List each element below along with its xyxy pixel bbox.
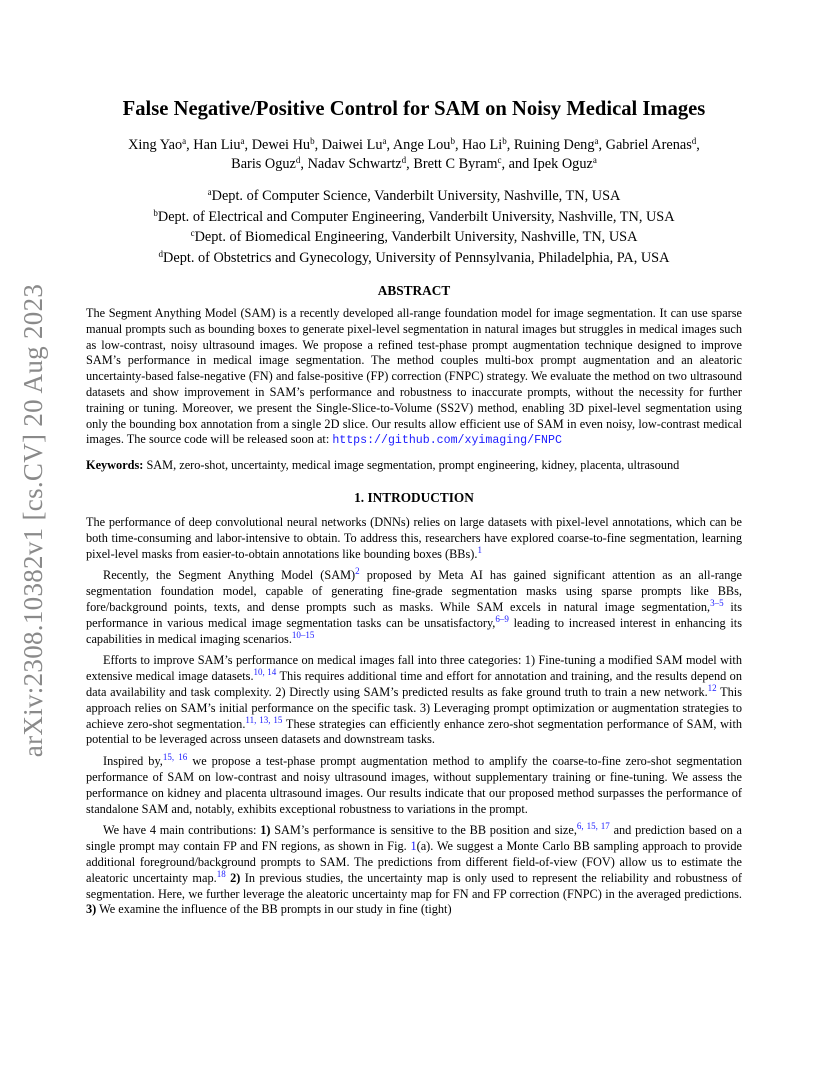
contribution-number: 1)	[260, 823, 271, 838]
author-line-1: Xing Yao$^a$, Han Liu$^a$, Dewei Hu$^b$, Daiwei Lu$^a$, Ange Lou$^b$, Hao Li$^b$, Ruining Deng$^a$, Gabriel Arenas$^d$,	[128, 136, 700, 153]
author-affiliation-mark: a	[182, 136, 187, 146]
paragraph-text: SAM’s performance is sensitive to the BB position and size,	[270, 823, 577, 838]
author-line-2: Baris Oguz$^d$, Nadav Schwartz$^d$, Brett C Byram$^c$, and Ipek Oguz$^a$	[231, 155, 597, 172]
affiliation-list	[86, 186, 742, 268]
intro-paragraph-5	[86, 823, 742, 918]
author-affiliation-mark: b	[502, 136, 507, 146]
figure-reference[interactable]: 1	[410, 839, 417, 854]
author-list	[86, 136, 742, 174]
author-name: Xing Yao	[128, 137, 183, 153]
author-affiliation-mark: a	[240, 136, 245, 146]
author-affiliation-mark: d	[691, 136, 697, 146]
author-name: and Ipek Oguz	[508, 156, 593, 172]
author-affiliation-mark: a	[594, 136, 599, 146]
paragraph-text: (a). We suggest a Monte Carlo BB sampling approach to provide additional foreground/background prompts to SAM. The predictions from different field-of-view (FOV) allow us to estimate the aleatoric uncertainty map.	[86, 839, 742, 885]
citation[interactable]: 15, 16	[162, 752, 188, 763]
affiliation-mark: b	[153, 207, 158, 218]
paragraph-text: its performance in various medical image segmentation tasks can be unsatisfactory,	[86, 599, 742, 630]
paper-title: False Negative/Positive Control for SAM on Noisy Medical Images	[122, 98, 706, 120]
intro-paragraph-2	[86, 568, 742, 647]
citation[interactable]: 6–9	[495, 613, 509, 624]
intro-paragraph-4	[86, 754, 742, 817]
keywords-label: Keywords:	[86, 458, 144, 473]
author-affiliation-mark: b	[450, 136, 455, 146]
author-name: Dewei Hu	[251, 137, 311, 153]
citation[interactable]: 12	[707, 682, 717, 693]
paper-page	[86, 96, 742, 918]
author-name: Baris Oguz	[231, 156, 296, 172]
affiliation-text: Dept. of Obstetrics and Gynecology, University of Pennsylvania, Philadelphia, PA, USA	[163, 249, 670, 266]
author-name: Daiwei Lu	[321, 137, 383, 153]
author-name: Hao Li	[462, 137, 503, 153]
paragraph-text: Inspired by,	[103, 754, 163, 769]
author-affiliation-mark: b	[310, 136, 315, 146]
citation[interactable]: 2	[355, 566, 360, 577]
affiliation-text: Dept. of Computer Science, Vanderbilt University, Nashville, TN, USA	[211, 188, 621, 204]
citation[interactable]: 3–5	[710, 597, 724, 608]
paragraph-text: We have 4 main contributions:	[103, 823, 261, 838]
paragraph-text: We examine the influence of the BB prompts in our study in fine (tight)	[96, 902, 452, 917]
abstract-body	[86, 306, 742, 449]
intro-paragraph-1	[86, 515, 742, 562]
intro-paragraph-3	[86, 653, 742, 748]
affiliation-text: Dept. of Electrical and Computer Engineering, Vanderbilt University, Nashville, TN, USA	[157, 208, 675, 225]
author-affiliation-mark: a	[592, 155, 597, 165]
affiliation	[86, 186, 742, 207]
paragraph-text: These strategies can efficiently enhance zero-shot segmentation performance of SAM, with potential to be leveraged across unseen datasets and downstream tasks.	[86, 716, 743, 747]
citation[interactable]: 11, 13, 15	[245, 714, 283, 725]
section-heading-introduction: 1. INTRODUCTION	[354, 489, 474, 505]
paragraph-text: In previous studies, the uncertainty map is only used to represent the reliability and robustness of segmentation. Here, we further leverage the aleatoric uncertainty map for FN and FP correction (FNPC) in the averaged predictions.	[86, 870, 743, 901]
author-affiliation-mark: c	[497, 155, 502, 165]
contribution-number: 2)	[230, 870, 241, 885]
paragraph-text: Efforts to improve SAM’s performance on medical images fall into three categories: 1) Fine-tuning a modified SAM model with extensive medical image datasets.	[86, 653, 742, 684]
author-affiliation-mark: d	[295, 155, 301, 165]
author-name: Brett C Byram	[413, 156, 498, 172]
affiliation-text: Dept. of Biomedical Engineering, Vanderbilt University, Nashville, TN, USA	[194, 229, 638, 245]
author-name: Nadav Schwartz	[307, 156, 402, 172]
affiliation	[86, 227, 742, 248]
paragraph-text: leading to increased interest in enhancing its capabilities in medical imaging scenarios.	[86, 615, 742, 646]
citation[interactable]: 10, 14	[253, 667, 277, 678]
paragraph-text: proposed by Meta AI has gained significant attention as an all-range segmentation foundation model, capable of generating fine-grade segmentation masks using sparse prompts like BBs, fore/background points, texts, and dense prompts such as masks. While SAM excels in natural image segmentation,	[86, 568, 742, 614]
author-name: Ruining Deng	[513, 137, 595, 153]
affiliation	[86, 207, 742, 228]
paragraph-text: The performance of deep convolutional neural networks (DNNs) relies on large datasets with pixel-level annotations, which can be both time-consuming and labor-intensive to obtain. To address this, researchers have explored coarse-to-fine segmentation, learning pixel-level masks from easier-to-obtain annotations like bounding boxes (BBs).	[86, 514, 742, 561]
affiliation-mark: d	[158, 248, 164, 259]
abstract-heading: ABSTRACT	[377, 283, 451, 298]
arxiv-sidebar	[14, 280, 54, 760]
keywords	[86, 458, 742, 474]
affiliation-mark: a	[207, 187, 212, 197]
paragraph-text: we propose a test-phase prompt augmentation method to amplify the coarse-to-fine zero-shot segmentation performance of SAM on low-contrast and noisy ultrasound images, without supplementary training or fine-tuning. We assess the performance on kidney and placenta ultrasound images. Our results indicate that our proposed method surpasses the performance of standalone SAM and, notably, exhibits exceptional robustness to variations in the prompt.	[86, 754, 742, 816]
affiliation	[86, 248, 742, 269]
contribution-number: 3)	[86, 902, 97, 917]
author-name: Ange Lou	[392, 137, 451, 153]
paragraph-text: This approach relies on SAM’s initial performance on the specific task. 3) Leveraging prompt optimization or augmentation strategies to achieve zero-shot segmentation.	[86, 684, 742, 731]
abstract-text: The Segment Anything Model (SAM) is a recently developed all-range foundation model for image segmentation. It can use sparse manual prompts such as bounding boxes to generate pixel-level segmentation in natural images but struggles in medical images such as low-contrast, noisy ultrasound images. We propose a refined test-phase prompt augmentation technique designed to improve SAM’s performance in medical image segmentation. The method couples multi-box prompt augmentation and an aleatoric uncertainty-based false-negative (FN) and false-positive (FP) correction (FNPC) strategy. We evaluate the method on two ultrasound datasets and show improvement in SAM’s performance and robustness to inaccurate prompts, without the necessity for further training or tuning. Moreover, we present the Single-Slice-to-Volume (SS2V) method, enabling 3D pixel-level segmentation using only the bounding box annotation from a single 2D slice. Our results allow efficient use of SAM in even noisy, low-contrast medical images. The source code will be released soon at:	[86, 306, 742, 447]
citation[interactable]: 10–15	[291, 629, 315, 640]
arxiv-identifier: arXiv:2308.10382v1 [cs.CV] 20 Aug 2023	[18, 283, 49, 757]
affiliation-mark: c	[190, 228, 195, 238]
author-affiliation-mark: a	[382, 136, 387, 146]
source-code-link[interactable]: https://github.com/xyimaging/FNPC	[332, 434, 562, 448]
paragraph-text: Recently, the Segment Anything Model (SAM)	[103, 568, 356, 583]
author-name: Han Liu	[193, 137, 241, 153]
citation[interactable]: 1	[477, 544, 482, 555]
citation[interactable]: 6, 15, 17	[576, 821, 610, 832]
citation[interactable]: 18	[216, 868, 226, 879]
author-name: Gabriel Arenas	[605, 137, 692, 153]
paragraph-text: This requires additional time and effort for annotation and training, and the results depend on data availability and task complexity. 2) Directly using SAM’s predicted results as fake ground truth to train a new network.	[86, 669, 742, 699]
author-affiliation-mark: d	[401, 155, 407, 165]
keywords-text: SAM, zero-shot, uncertainty, medical image segmentation, prompt engineering, kidney, placenta, ultrasound	[143, 458, 680, 473]
paragraph-text: and prediction based on a single prompt may contain FP and FN regions, as shown in Fig.	[86, 823, 742, 854]
